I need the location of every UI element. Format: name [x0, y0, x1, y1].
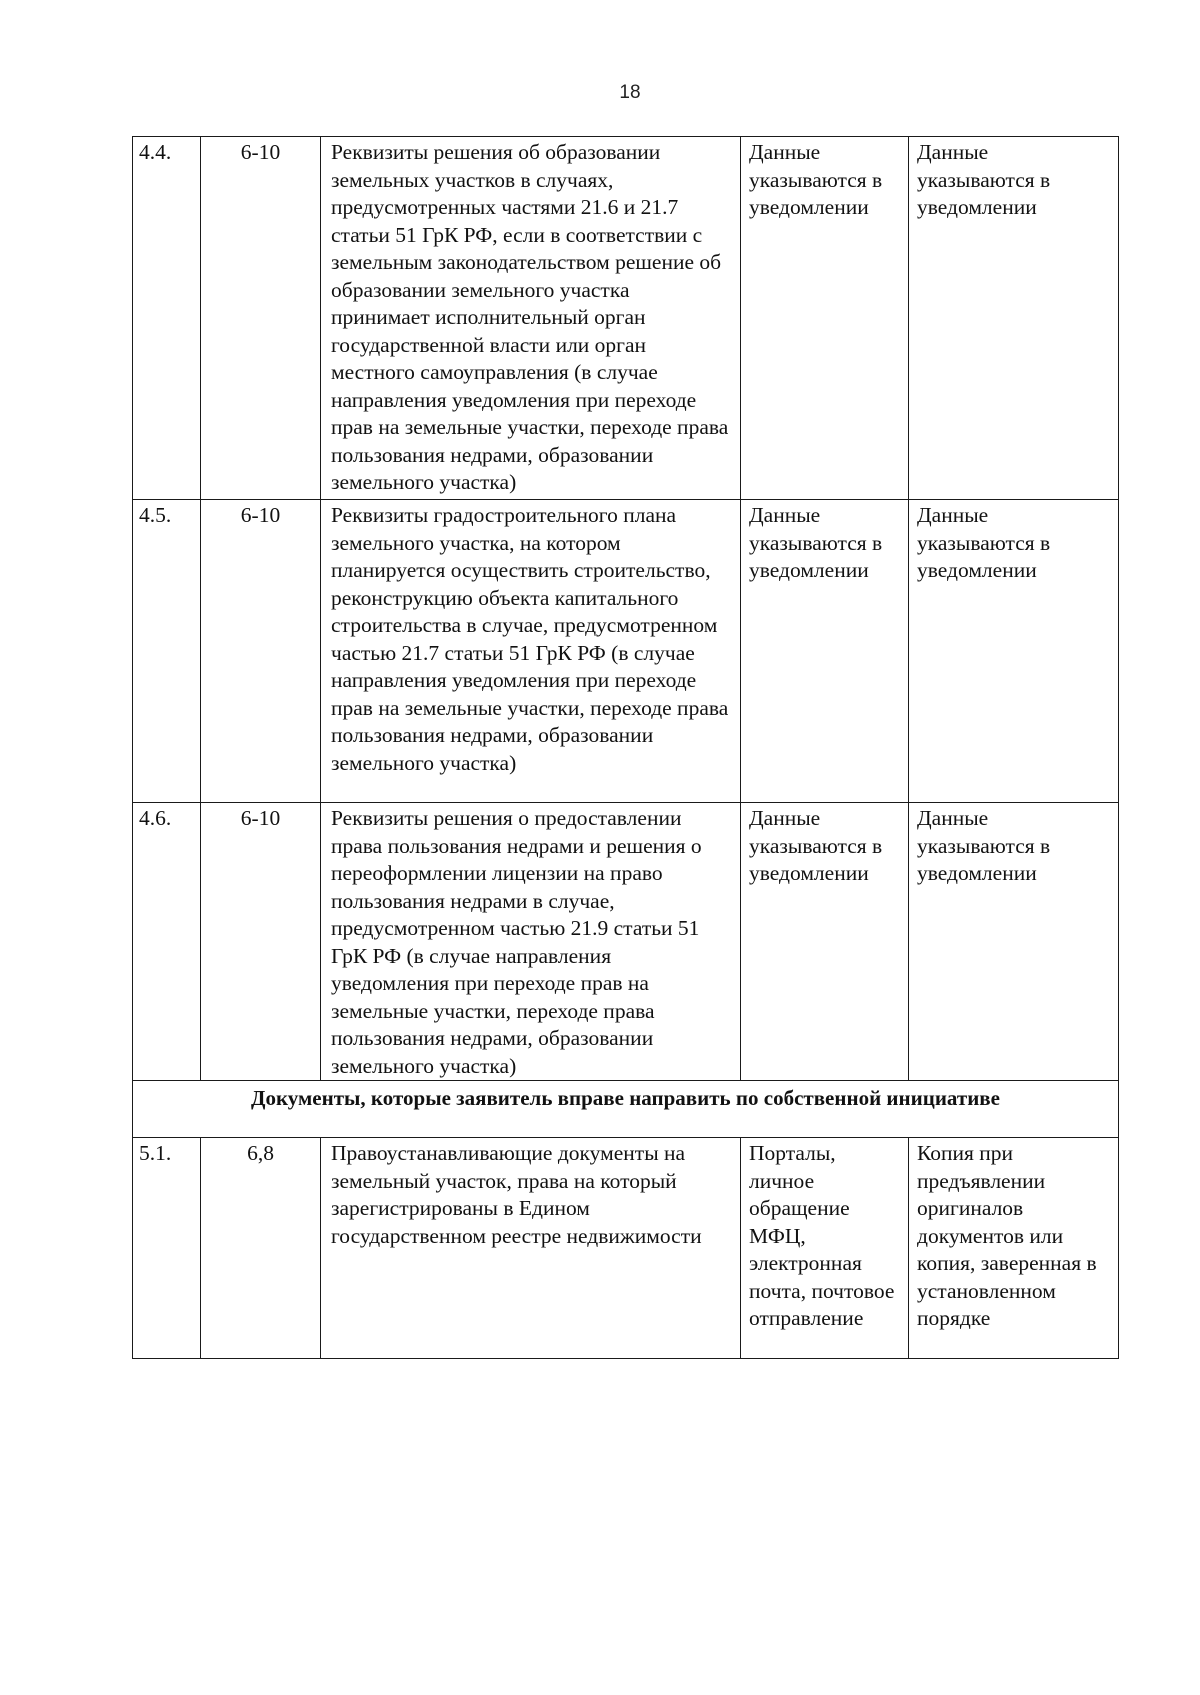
section-header: Документы, которые заявитель вправе направить по собственной инициативе [133, 1081, 1119, 1138]
table-row [133, 137, 1119, 500]
table-row [133, 500, 1119, 803]
section-header-row [133, 1081, 1119, 1138]
row-description: Реквизиты решения об образовании земельных участков в случаях, предусмотренных частями 21.6 и 21.7 статьи 51 ГрК РФ, если в соответствии с земельным законодательством решение об образовании земельного участка принимает исполнительный орган государственной власти или орган местного самоуправления (в случае направления уведомления при переходе прав на земельные участки, переходе права пользования недрами, образовании земельного участка) [321, 137, 741, 500]
row-document-form: Данные указываются в уведомлении [909, 500, 1119, 803]
row-description: Реквизиты решения о предоставлении права пользования недрами и решения о переоформлении лицензии на право пользования недрами в случае, предусмотренном частью 21.9 статьи 51 ГрК РФ (в случае направления уведомления при переходе прав на земельные участки, переходе права пользования недрами, образовании земельного участка) [321, 803, 741, 1081]
row-description: Правоустанавливающие документы на земельный участок, права на который зарегистрированы в Едином государственном реестре недвижимости [321, 1138, 741, 1359]
row-number: 4.5. [133, 500, 201, 803]
row-submission-method: Порталы, личное обращение МФЦ, электронная почта, почтовое отправление [741, 1138, 909, 1359]
row-document-form: Данные указываются в уведомлении [909, 803, 1119, 1081]
row-number: 5.1. [133, 1138, 201, 1359]
row-description: Реквизиты градостроительного плана земельного участка, на котором планируется осуществить строительство, реконструкцию объекта капитального строительства в случае, предусмотренном частью 21.7 статьи 51 ГрК РФ (в случае направления уведомления при переходе прав на земельные участки, переходе права пользования недрами, образовании земельного участка) [321, 500, 741, 803]
table-row [133, 1138, 1119, 1359]
documents-table [132, 136, 1119, 1359]
row-pages: 6-10 [201, 137, 321, 500]
row-number: 4.4. [133, 137, 201, 500]
row-document-form: Данные указываются в уведомлении [909, 137, 1119, 500]
row-submission-method: Данные указываются в уведомлении [741, 803, 909, 1081]
row-pages: 6,8 [201, 1138, 321, 1359]
row-document-form: Копия при предъявлении оригиналов документов или копия, заверенная в установленном порядке [909, 1138, 1119, 1359]
table-row [133, 803, 1119, 1081]
row-pages: 6-10 [201, 803, 321, 1081]
row-submission-method: Данные указываются в уведомлении [741, 137, 909, 500]
page-number: 18 [619, 82, 641, 103]
row-number: 4.6. [133, 803, 201, 1081]
row-submission-method: Данные указываются в уведомлении [741, 500, 909, 803]
row-pages: 6-10 [201, 500, 321, 803]
